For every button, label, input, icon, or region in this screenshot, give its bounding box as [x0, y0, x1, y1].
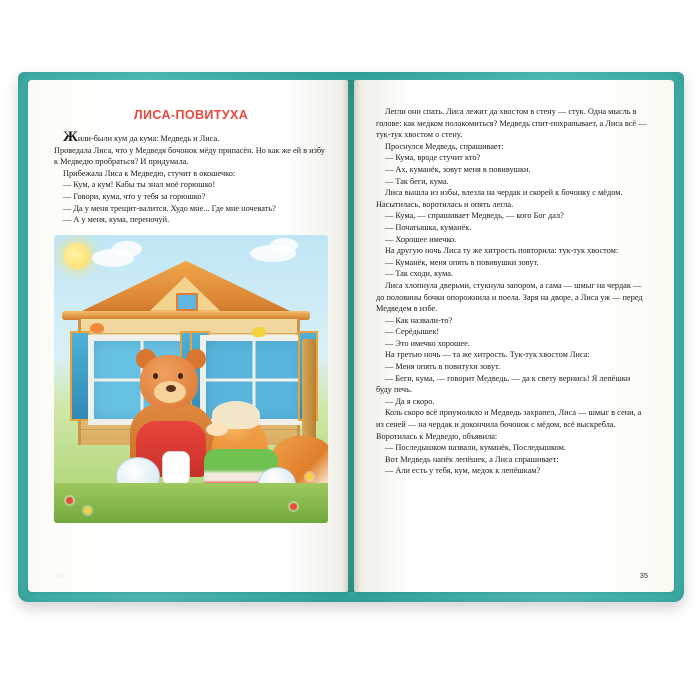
right-page-text	[376, 106, 648, 477]
illustration-fox-and-bear	[54, 235, 328, 523]
fox-snout	[206, 423, 228, 436]
paragraph: — Серёдышек!	[385, 327, 440, 337]
paragraph: — Так беги, кума.	[385, 176, 449, 186]
page-number-right: 35	[639, 571, 648, 580]
paragraph: Вот Медведь напёк лепёшек, а Лиса спрашивает:	[385, 454, 559, 464]
left-page	[28, 80, 348, 592]
paragraph: Коль скоро всё приумолкло и Медведь захрапел, Лиса — шмыг в сени, а из сеней — на чердак и докончила бочонок с мёдом, всё выскребла. Воротилась к Медведю, объявила:	[376, 408, 642, 441]
paragraph: — Куманёк, меня опять в повивушки зовут.	[385, 257, 539, 267]
white-jug	[162, 451, 190, 487]
paragraph: — Ах, куманёк, зовут меня в повивушки.	[385, 164, 531, 174]
paragraph: — Как назвали-то?	[385, 315, 453, 325]
paragraph: На третью ночь — та же хитрость. Тук-тук хвостом Лиса:	[385, 350, 590, 360]
bird-icon	[252, 327, 266, 337]
bird-icon	[90, 323, 104, 333]
paragraph: — Кума, вроде стучит кто?	[385, 153, 481, 163]
paragraph: — Меня опять в повитухи зовут.	[385, 362, 501, 372]
paragraph: Жили-были кум да кума: Медведь и Лиса.	[63, 129, 220, 145]
flower-icon	[290, 503, 297, 510]
paragraph: — Последышком назвали, куманёк, Последышком.	[385, 443, 566, 453]
bear-nose	[166, 385, 176, 392]
cloud-shape	[112, 241, 142, 257]
grass-ground	[54, 483, 328, 523]
bear-eye	[178, 373, 183, 379]
paragraph: Прибежала Лиса к Медведю, стучит в окошечко:	[63, 168, 236, 178]
paragraph: — А у меня, кума, переночуй.	[63, 215, 170, 225]
window-shutter	[70, 331, 90, 421]
open-book	[18, 72, 684, 602]
story-title: ЛИСА-ПОВИТУХА	[133, 108, 249, 122]
paragraph: — Кума, — спрашивает Медведь, — кого Бог дал?	[385, 211, 564, 221]
flower-icon	[66, 497, 73, 504]
left-page-text	[54, 129, 328, 226]
paragraph: — Говори, кума, что у тебя за горюшко?	[63, 191, 206, 201]
paragraph: — Да я скоро.	[385, 396, 435, 406]
book-pages	[28, 80, 674, 592]
paragraph: — Да у меня трещит-валится. Худо мне... Где мне ночевать?	[63, 203, 276, 213]
paragraph: Лиса хлопнула дверьми, стукнула запором, а сама — шмыг на чердак — до половины бочки опорожнила и поела. Заря на дворе, а Лиса уж — перед Медведем в избе.	[376, 280, 643, 314]
paragraph: — Али есть у тебя, кум, медок к лепёшкам?	[385, 466, 541, 476]
page-number-left: 69	[56, 571, 65, 580]
right-page	[354, 80, 674, 592]
flower-icon	[306, 473, 313, 480]
paragraph: Проснулся Медведь, спрашивает:	[385, 141, 504, 151]
paragraph: — Кум, а кум! Кабы ты знал моё горюшко!	[63, 180, 216, 190]
paragraph: — Беги, кума, — говорит Медведь, — да к свету вернись! Я лепёшки буду печь.	[376, 373, 631, 395]
bear-eye	[153, 373, 158, 379]
sun-icon	[64, 243, 90, 269]
paragraph: — Початышка, куманёк.	[385, 222, 472, 232]
cloud-shape	[270, 238, 298, 253]
paragraph: Проведала Лиса, что у Медведя бочонок мёду припасён. Но как же ей в избу к Медведю пробраться? И придумала.	[54, 145, 325, 167]
paragraph: Легли они спать. Лиса лежит да хвостом в стену — стук. Одна мысль в голове: как медком полакомиться? Медведь спит-похрапывает, а Лиса всё — тук-тук хвостом о стену.	[376, 107, 647, 140]
paragraph: — Это имечко хорошее.	[385, 338, 470, 348]
paragraph: — Так сходи, кума.	[385, 269, 454, 279]
paragraph: На другую ночь Лиса ту же хитрость повторила: тук-тук хвостом:	[385, 246, 619, 256]
flower-icon	[84, 507, 91, 514]
paragraph: Лиса вышла из избы, влезла на чердак и скорей к бочонку с мёдом. Насытилась, воротилась и опять легла.	[376, 188, 623, 209]
paragraph: — Хорошее имечко.	[385, 234, 457, 244]
gable-window	[176, 293, 198, 311]
